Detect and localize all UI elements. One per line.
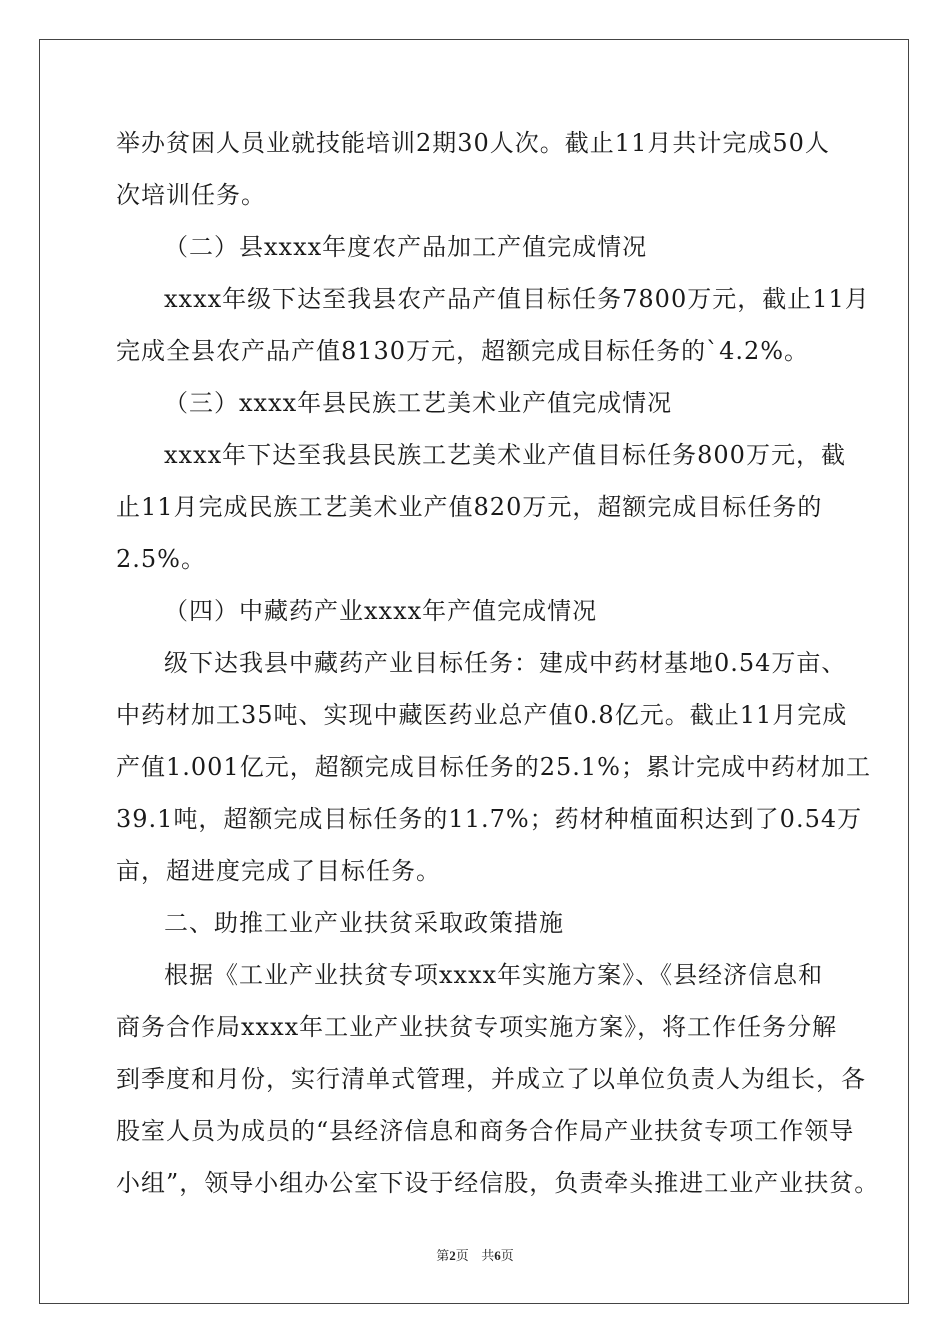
section-heading: 二、助推工业产业扶贫采取政策措施: [164, 909, 564, 937]
section-heading: （四）中藏药产业xxxx年产值完成情况: [164, 597, 598, 625]
page-number: 2: [449, 1248, 456, 1263]
page-label-prefix: 第: [436, 1249, 450, 1264]
page-label-suffix: 页: [455, 1249, 469, 1264]
paragraph-line: 股室人员为成员的“县经济信息和商务合作局产业扶贫专项工作领导: [116, 1117, 855, 1145]
paragraph-line: 根据《工业产业扶贫专项xxxx年实施方案》、《县经济信息和: [164, 961, 824, 989]
paragraph-line: 完成全县农产品产值8130万元，超额完成目标任务的`4.2%。: [116, 337, 810, 365]
paragraph-line: 止11月完成民族工艺美术业产值820万元，超额完成目标任务的: [116, 493, 823, 521]
page-footer: [0, 1245, 950, 1264]
paragraph-line: 到季度和月份，实行清单式管理，并成立了以单位负责人为组长，各: [116, 1065, 866, 1093]
total-label-suffix: 页: [500, 1249, 514, 1264]
total-label-prefix: 共: [481, 1249, 495, 1264]
paragraph-line: 小组”，领导小组办公室下设于经信股，负责牵头推进工业产业扶贫。: [116, 1169, 880, 1197]
paragraph-line: xxxx年下达至我县民族工艺美术业产值目标任务800万元，截: [164, 441, 846, 469]
paragraph-line: 举办贫困人员业就技能培训2期30人次。截止11月共计完成50人: [116, 129, 830, 157]
paragraph-line: 次培训任务。: [116, 181, 266, 209]
paragraph-line: 中药材加工35吨、实现中藏医药业总产值0.8亿元。截止11月完成: [116, 701, 848, 729]
paragraph-line: 亩，超进度完成了目标任务。: [116, 857, 441, 885]
paragraph-line: 2.5%。: [116, 545, 206, 573]
paragraph-line: 级下达我县中藏药产业目标任务：建成中药材基地0.54万亩、: [164, 649, 847, 677]
section-heading: （二）县xxxx年度农产品加工产值完成情况: [164, 233, 648, 261]
total-pages: 6: [494, 1248, 501, 1263]
paragraph-line: xxxx年级下达至我县农产品产值目标任务7800万元，截止11月: [164, 285, 870, 313]
paragraph-line: 产值1.001亿元，超额完成目标任务的25.1%；累计完成中药材加工: [116, 753, 871, 781]
section-heading: （三）xxxx年县民族工艺美术业产值完成情况: [164, 389, 673, 417]
paragraph-line: 商务合作局xxxx年工业产业扶贫专项实施方案》，将工作任务分解: [116, 1013, 838, 1041]
paragraph-line: 39.1吨，超额完成目标任务的11.7%；药材种植面积达到了0.54万: [116, 805, 863, 833]
